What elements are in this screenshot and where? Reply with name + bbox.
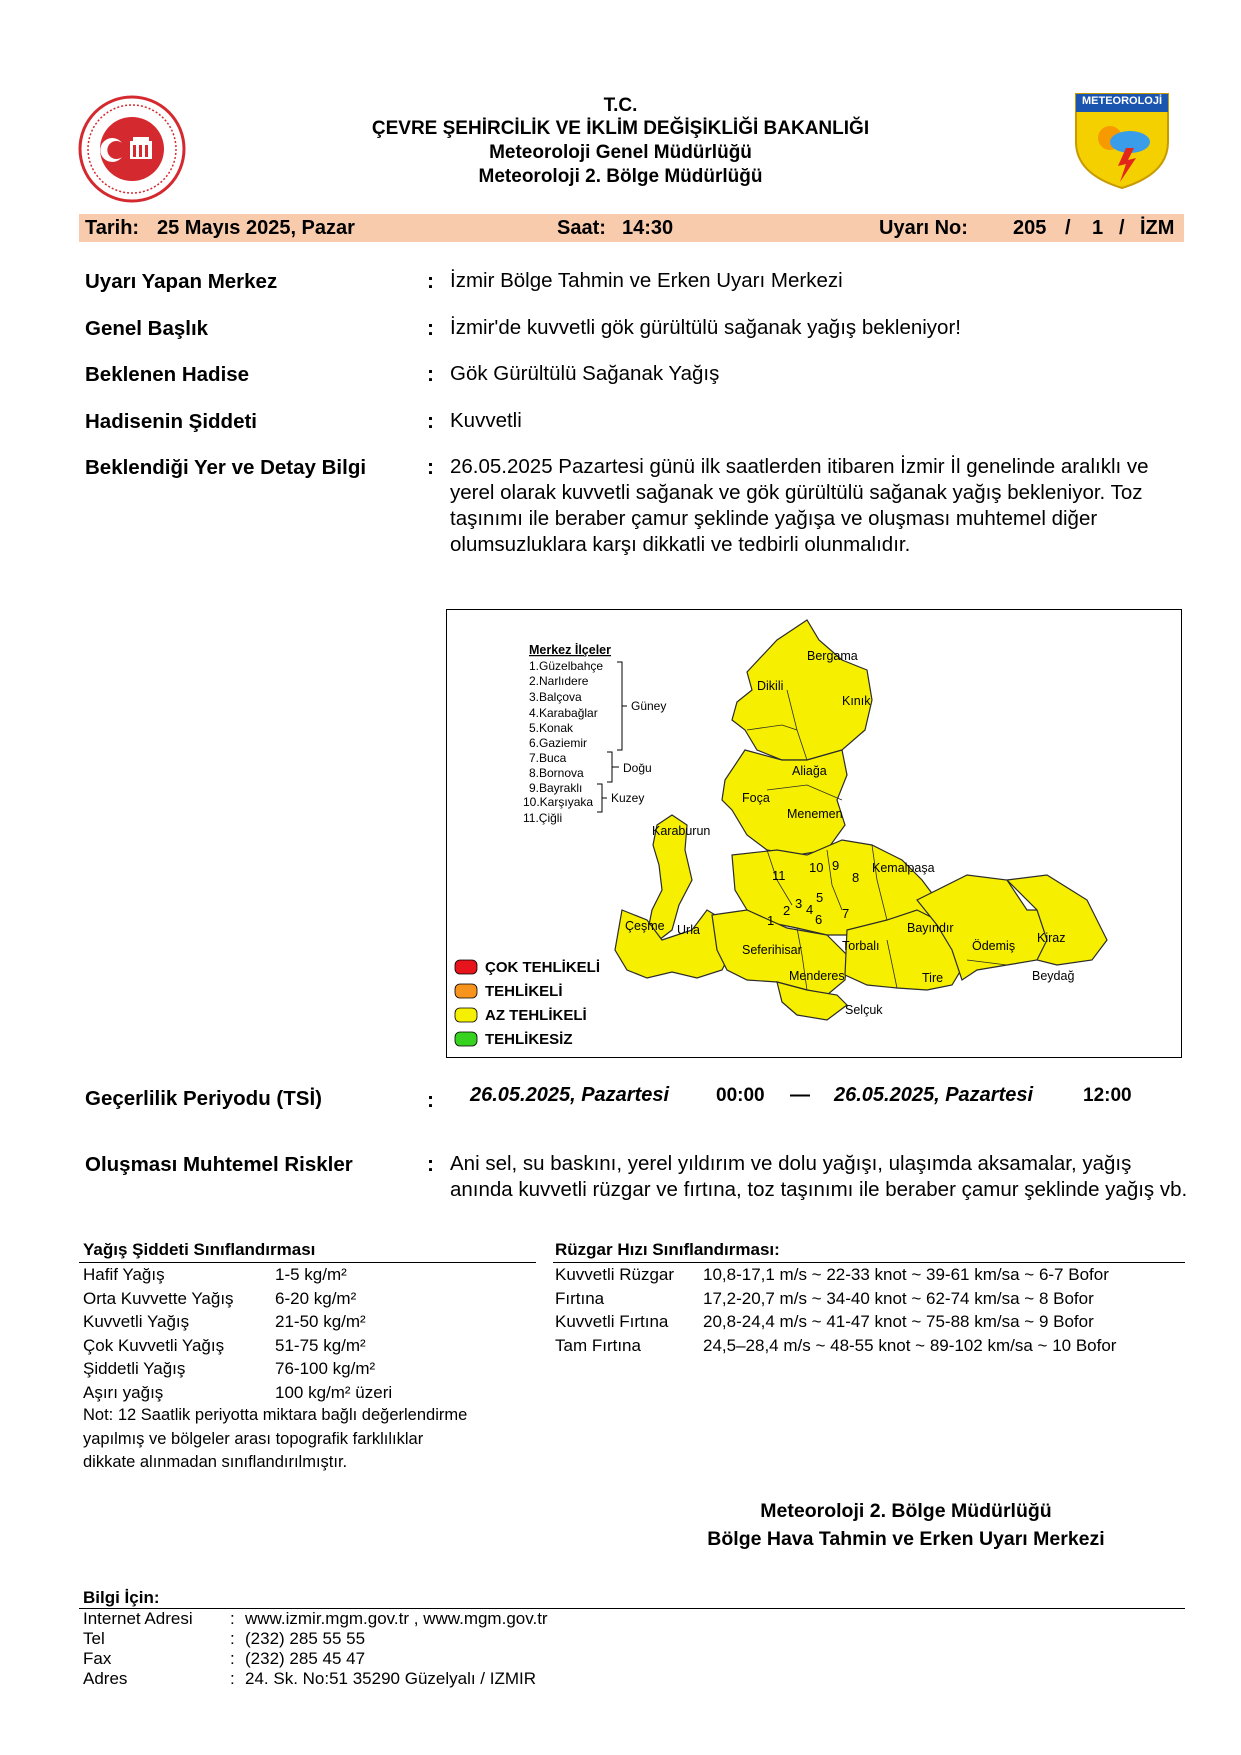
legend-swatch-cok-tehlikeli — [455, 960, 477, 974]
gecerlilik-end-date: 26.05.2025, Pazartesi — [834, 1084, 1034, 1106]
yagis-row-name: Şiddetli Yağış — [83, 1359, 186, 1378]
riskler-value: Ani sel, su baskını, yerel yıldırım ve dolu yağışı, ulaşımda aksamalar, yağış anında kuvvetli rüzgar ve fırtına, toz taşınımı ile beraber çamur şeklinde yağış vb. — [450, 1152, 1188, 1201]
district-num-11: 11 — [772, 868, 786, 883]
kuzey-bracket — [597, 784, 607, 812]
group-kuzey: Kuzey — [611, 791, 645, 805]
district-num-7: 7 — [842, 906, 850, 921]
legend-swatch-az-tehlikeli — [455, 1008, 477, 1022]
uyari-sep1: / — [1065, 217, 1071, 239]
siddet-label: Hadisenin Şiddeti — [85, 410, 257, 433]
baslik-value: İzmir'de kuvvetli gök gürültülü sağanak yağış bekleniyor! — [450, 316, 961, 339]
hadise-label: Beklenen Hadise — [85, 363, 250, 386]
merkez-colon: : — [427, 270, 434, 293]
uyari-no: 205 — [1013, 217, 1047, 239]
gecerlilik-start-time: 00:00 — [716, 1085, 765, 1106]
merkez-item: 3.Balçova — [529, 690, 582, 704]
district-beydag: Beydağ — [1032, 969, 1075, 983]
header-ministry: ÇEVRE ŞEHİRCİLİK VE İKLİM DEĞİŞİKLİĞİ BAKANLIĞI — [371, 118, 870, 139]
district-num-4: 4 — [806, 902, 814, 917]
district-menderes: Menderes — [789, 969, 845, 983]
ruzgar-row-name: Kuvvetli Fırtına — [555, 1312, 669, 1331]
district-kinik: Kınık — [842, 694, 871, 708]
bilgi-row-colon: : — [230, 1629, 235, 1648]
district-tire: Tire — [922, 971, 944, 985]
district-num-1: 1 — [767, 913, 775, 928]
yagis-row-value: 51-75 kg/m² — [275, 1335, 366, 1355]
yer-colon: : — [427, 456, 434, 479]
yagis-row-value: 1-5 kg/m² — [275, 1265, 347, 1284]
bilgi-row-name: Fax — [83, 1649, 112, 1668]
bilgi-row-name: Internet Adresi — [83, 1609, 193, 1628]
ruzgar-table — [555, 1263, 1185, 1363]
district-selcuk: Selçuk — [845, 1003, 883, 1017]
merkez-item: 10.Karşıyaka — [523, 795, 594, 809]
legend-cok-tehlikeli: ÇOK TEHLİKELİ — [485, 959, 600, 976]
ruzgar-row-value: 17,2-20,7 m/s ~ 34-40 knot ~ 62-74 km/sa ~ 8 Bofor — [703, 1288, 1094, 1308]
uyari-no-label: Uyarı No: — [879, 217, 968, 239]
bilgi-row-value: (232) 285 45 47 — [245, 1649, 366, 1668]
district-kemalpasa: Kemalpaşa — [872, 861, 935, 875]
baslik-colon: : — [427, 317, 434, 340]
izmir-map-svg — [447, 610, 1181, 1057]
gecerlilik-colon: : — [427, 1089, 434, 1112]
ruzgar-row-value: 10,8-17,1 m/s ~ 22-33 knot ~ 39-61 km/sa ~ 6-7 Bofor — [703, 1265, 1109, 1284]
baslik-label: Genel Başlık — [85, 317, 209, 340]
map-legend — [455, 959, 600, 1048]
ruzgar-row-value: 20,8-24,4 m/s ~ 41-47 knot ~ 75-88 km/sa ~ 9 Bofor — [703, 1312, 1094, 1331]
aliaga-foca-menemen-region — [722, 750, 847, 855]
district-dikili: Dikili — [757, 679, 784, 693]
yagis-table — [83, 1263, 543, 1413]
yagis-row-value: 21-50 kg/m² — [275, 1312, 366, 1331]
siddet-value: Kuvvetli — [450, 409, 522, 432]
district-num-2: 2 — [783, 903, 791, 918]
ruzgar-row-name: Kuvvetli Rüzgar — [555, 1265, 675, 1284]
legend-tehlikesiz: TEHLİKESİZ — [485, 1031, 573, 1048]
yer-value: 26.05.2025 Pazartesi günü ilk saatlerden itibaren İzmir İl genelinde aralıklı ve yerel olarak kuvvetli sağanak ve gök gürültülü sağanak yağış bekleniyor. Toz taşınımı ile beraber çamur şeklinde yağışa ve oluşması muhtemel diğer olumsuzluklara karşı dikkatli ve tedbirli olunmalıdır. — [450, 455, 1149, 556]
yagis-row-value: 76-100 kg/m² — [275, 1359, 376, 1378]
district-torbali: Torbalı — [842, 939, 880, 953]
yagis-row-value: 6-20 kg/m² — [275, 1288, 357, 1308]
yagis-note-2: yapılmış ve bölgeler arası topografik farklılıklar — [83, 1430, 424, 1448]
yagis-row-name: Kuvvetli Yağış — [83, 1312, 190, 1331]
dogu-bracket — [607, 752, 619, 782]
bilgi-row-name: Adres — [83, 1669, 128, 1688]
ruzgar-title: Rüzgar Hızı Sınıflandırması: — [555, 1240, 780, 1259]
merkez-item: 11.Çiğli — [523, 811, 563, 825]
gecerlilik-label: Geçerlilik Periyodu (TSİ) — [85, 1087, 322, 1110]
merkez-item: 8.Bornova — [529, 766, 584, 780]
group-guney: Güney — [631, 699, 667, 713]
bilgi-row-value: (232) 285 55 55 — [245, 1629, 366, 1648]
tarih-label: Tarih: — [85, 217, 140, 239]
legend-swatch-tehlikeli — [455, 984, 477, 998]
izmir-province-shape — [615, 620, 1107, 1020]
district-num-9: 9 — [832, 858, 840, 873]
district-karaburun: Karaburun — [652, 824, 711, 838]
riskler-colon: : — [427, 1153, 434, 1176]
merkez-item: 7.Buca — [529, 751, 567, 765]
legend-swatch-tehlikesiz — [455, 1032, 477, 1046]
bilgi-row-colon: : — [230, 1609, 235, 1628]
yer-label: Beklendiği Yer ve Detay Bilgi — [85, 456, 367, 479]
merkez-item: 4.Karabağlar — [529, 706, 598, 720]
bilgi-row-value: www.izmir.mgm.gov.tr , www.mgm.gov.tr — [245, 1609, 548, 1628]
district-num-10: 10 — [809, 860, 824, 875]
district-bayindir: Bayındır — [907, 921, 954, 935]
yagis-title: Yağış Şiddeti Sınıflandırması — [83, 1240, 316, 1259]
legend-az-tehlikeli: AZ TEHLİKELİ — [485, 1007, 587, 1024]
signature-line-1: Meteoroloji 2. Bölge Müdürlüğü — [760, 1500, 1052, 1522]
district-bergama: Bergama — [807, 649, 858, 663]
merkez-item: 6.Gaziemir — [529, 736, 588, 750]
hadise-colon: : — [427, 363, 434, 386]
district-foca: Foça — [742, 791, 770, 805]
merkez-item: 5.Konak — [529, 721, 574, 735]
uyari-sep2: / — [1119, 217, 1125, 239]
district-num-8: 8 — [852, 870, 860, 885]
hadise-value: Gök Gürültülü Sağanak Yağış — [450, 362, 720, 385]
merkez-value: İzmir Bölge Tahmin ve Erken Uyarı Merkezi — [450, 269, 843, 292]
district-aliaga: Aliağa — [792, 764, 827, 778]
district-cesme: Çeşme — [625, 919, 665, 933]
merkez-title: Merkez İlçeler — [529, 643, 611, 657]
header-tc: T.C. — [603, 95, 638, 116]
merkez-item: 9.Bayraklı — [529, 781, 583, 795]
tarih-value: 25 Mayıs 2025, Pazar — [157, 217, 355, 239]
bilgi-row-colon: : — [230, 1649, 235, 1668]
meteoroloji-logo-text: METEOROLOJİ — [1081, 95, 1163, 107]
district-num-5: 5 — [816, 890, 824, 905]
gecerlilik-dash: — — [790, 1084, 810, 1106]
legend-tehlikeli: TEHLİKELİ — [485, 983, 563, 1000]
saat-value: 14:30 — [622, 217, 674, 239]
yagis-row-name: Çok Kuvvetli Yağış — [83, 1335, 225, 1355]
merkez-item: 1.Güzelbahçe — [529, 659, 604, 673]
saat-label: Saat: — [557, 217, 606, 239]
merkez-item: 2.Narlıdere — [529, 674, 589, 688]
gecerlilik-end-time: 12:00 — [1083, 1085, 1132, 1106]
yagis-row-name: Aşırı yağış — [83, 1382, 164, 1402]
yagis-note-1: Not: 12 Saatlik periyotta miktara bağlı değerlendirme — [83, 1406, 468, 1424]
district-kiraz: Kiraz — [1037, 931, 1066, 945]
district-seferihisar: Seferihisar — [742, 943, 802, 957]
bilgi-row-colon: : — [230, 1669, 235, 1688]
siddet-colon: : — [427, 410, 434, 433]
bilgi-table — [83, 1609, 783, 1691]
district-urla: Urla — [677, 923, 700, 937]
guney-bracket — [617, 662, 627, 750]
riskler-label: Oluşması Muhtemel Riskler — [85, 1153, 353, 1176]
group-dogu: Doğu — [623, 761, 652, 775]
header-general-directorate: Meteoroloji Genel Müdürlüğü — [489, 142, 752, 163]
uyari-code: İZM — [1140, 217, 1175, 239]
warning-map — [446, 609, 1182, 1058]
signature-line-2: Bölge Hava Tahmin ve Erken Uyarı Merkezi — [707, 1528, 1105, 1550]
district-num-3: 3 — [795, 896, 803, 911]
bilgi-title: Bilgi İçin: — [83, 1588, 160, 1607]
ruzgar-row-name: Fırtına — [555, 1288, 605, 1308]
ruzgar-row-value: 24,5–28,4 m/s ~ 48-55 knot ~ 89-102 km/sa ~ 10 Bofor — [703, 1335, 1117, 1355]
bilgi-row-name: Tel — [83, 1629, 105, 1648]
gecerlilik-start-date: 26.05.2025, Pazartesi — [470, 1084, 670, 1106]
yagis-note-3: dikkate alınmadan sınıflandırılmıştır. — [83, 1453, 348, 1471]
bergama-dikili-kinik-region — [732, 620, 872, 760]
info-bar — [79, 214, 1184, 242]
ruzgar-row-name: Tam Fırtına — [555, 1335, 641, 1355]
district-menemen: Menemen — [787, 807, 843, 821]
yagis-row-name: Orta Kuvvette Yağış — [83, 1288, 234, 1308]
merkez-ilceler-list — [523, 642, 666, 825]
merkez-label: Uyarı Yapan Merkez — [85, 270, 278, 293]
uyari-sub: 1 — [1092, 217, 1104, 239]
header-regional-directorate: Meteoroloji 2. Bölge Müdürlüğü — [478, 166, 763, 187]
district-num-6: 6 — [815, 912, 823, 927]
bilgi-row-value: 24. Sk. No:51 35290 Güzelyalı / IZMIR — [245, 1669, 537, 1688]
yagis-row-value: 100 kg/m² üzeri — [275, 1382, 393, 1402]
yagis-row-name: Hafif Yağış — [83, 1265, 165, 1284]
district-odemis: Ödemiş — [972, 939, 1016, 953]
